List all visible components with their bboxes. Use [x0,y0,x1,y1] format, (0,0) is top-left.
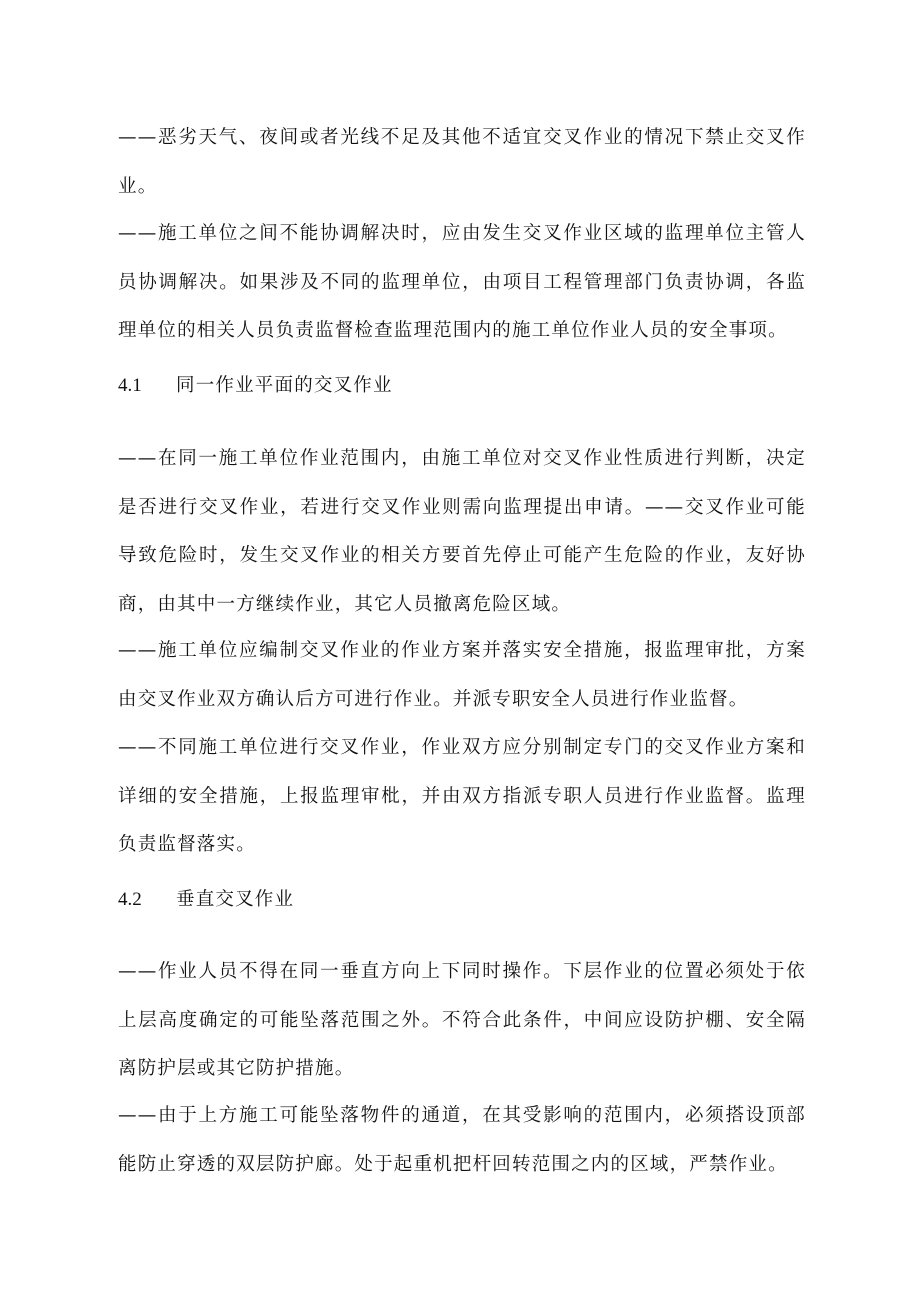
section-number: 4.1 [118,375,142,396]
section-title: 同一作业平面的交叉作业 [176,375,393,396]
section-number: 4.2 [118,889,142,910]
paragraph-bad-weather: ——恶劣天气、夜间或者光线不足及其他不适宜交叉作业的情况下禁止交叉作业。 [118,127,806,197]
paragraph-different-units: ——不同施工单位进行交叉作业，作业双方应分别制定专门的交叉作业方案和详细的安全措施，上报监理审枇，并由双方指派专职人员进行作业监督。监理负责监督落实。 [118,737,806,855]
paragraph-vertical-operation: ——作业人员不得在同一垂直方向上下同时操作。下层作业的位置必须处于依上层高度确定的可能坠落范围之外。不符合此条件，中间应设防护棚、安全隔离防护层或其它防护措施。 [118,961,806,1079]
paragraph-coordination: ——施工单位之间不能协调解决时，应由发生交叉作业区域的监理单位主管人员协调解决。如果涉及不同的监理单位，由项目工程管理部门负责协调，各监理单位的相关人员负责监督检查监理范围内的施工单位作业人员的安全事项。 [118,223,806,341]
paragraph-work-plan: ——施工单位应编制交叉作业的作业方案并落实安全措施，报监理审批，方案由交叉作业双方确认后方可进行作业。并派专职安全人员进行作业监督。 [118,640,806,710]
section-title: 垂直交叉作业 [176,889,295,910]
paragraph-protective-corridor: ——由于上方施工可能坠落物件的通道，在其受影响的范围内，必须搭设顶部能防止穿透的双层防护廊。处于起重机把杆回转范围之内的区域，严禁作业。 [118,1105,806,1175]
paragraph-same-unit: ——在同一施工单位作业范围内，由施工单位对交叉作业性质进行判断，决定是否进行交叉作业，若进行交叉作业则需向监理提出申请。——交叉作业可能导致危险时，发生交叉作业的相关方要首先停止可能产生危险的作业，友好协商，由其中一方继续作业，其它人员撤离危险区域。 [118,448,806,615]
section-heading-4-1 [118,371,393,401]
section-heading-4-2 [118,885,294,915]
